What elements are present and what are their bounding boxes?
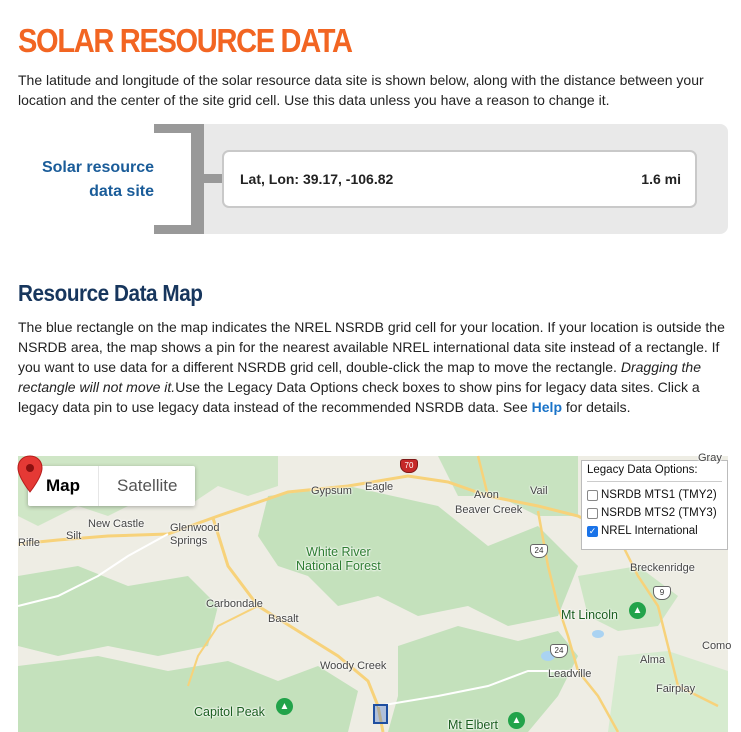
- us-24-shield: 24: [550, 644, 568, 658]
- map-label: Breckenridge: [630, 562, 695, 574]
- map-label-forest: White River National Forest: [296, 545, 381, 573]
- mountain-icon: ▲: [508, 712, 525, 729]
- legacy-option-label: NSRDB MTS2 (TMY3): [601, 507, 717, 519]
- map-label: Alma: [640, 654, 666, 666]
- map-type-control: [28, 466, 195, 506]
- legacy-option-label: NREL International: [601, 525, 698, 537]
- nsrdb-grid-cell-rectangle: [373, 704, 388, 724]
- map-label-peak: Capitol Peak: [194, 705, 265, 719]
- bracket-decoration: [204, 174, 224, 183]
- legacy-title: Legacy Data Options:: [587, 464, 722, 482]
- map-label-peak: Mt Elbert: [448, 718, 499, 732]
- location-pin-icon[interactable]: [18, 456, 42, 492]
- mountain-icon: ▲: [276, 698, 293, 715]
- map-label: Como: [702, 640, 732, 652]
- legacy-option-international[interactable]: [587, 522, 722, 540]
- legacy-data-options: [581, 460, 728, 550]
- desc-text: for details.: [562, 399, 631, 415]
- checkbox-mts1[interactable]: [587, 490, 598, 501]
- legacy-option-mts1[interactable]: [587, 486, 722, 504]
- map-label-peak: Mt Lincoln: [561, 608, 618, 622]
- desc-italic: Dragging the rectangle will not move it.: [18, 359, 702, 395]
- map-label: New Castle: [88, 518, 145, 530]
- checkbox-mts2[interactable]: [587, 508, 598, 519]
- map-type-satellite-button[interactable]: Satellite: [117, 476, 178, 495]
- section-title: Resource Data Map: [18, 280, 203, 306]
- co-9-shield: 9: [653, 586, 671, 600]
- page-title: SOLAR RESOURCE DATA: [18, 22, 352, 59]
- legacy-option-label: NSRDB MTS1 (TMY2): [601, 489, 717, 501]
- map-label: Basalt: [268, 613, 299, 625]
- map-label: Beaver Creek: [455, 504, 523, 516]
- intro-text: The latitude and longitude of the solar resource data site is shown below, along with the distance between your location and the center of the site grid cell. Use this data unless you have a reason to change it.: [18, 72, 704, 108]
- map-label: Woody Creek: [320, 660, 387, 672]
- bracket-decoration: [191, 124, 204, 234]
- map-label: Fairplay: [656, 683, 696, 695]
- desc-text: The blue rectangle on the map indicates the NREL NSRDB grid cell for your location. If your location is outside the NSRDB area, the map shows a pin for the nearest available NREL international data site instead of a rectangle. If you want to use data for a different NSRDB grid cell, double-click the map to move the rectangle.: [18, 319, 725, 375]
- site-distance: 1.6 mi: [641, 171, 681, 187]
- map-description: [18, 317, 730, 417]
- map-label: Vail: [530, 485, 548, 497]
- site-label: Solar resource data site: [41, 159, 154, 200]
- map-label: Avon: [474, 489, 499, 501]
- map-label: Eagle: [365, 481, 394, 493]
- map-type-map-button[interactable]: Map: [28, 466, 99, 506]
- site-latlon: Lat, Lon: 39.17, -106.82: [240, 171, 394, 187]
- map-label: Glenwood Springs: [170, 522, 220, 547]
- site-info-box: [222, 150, 697, 208]
- map-label: Leadville: [548, 668, 592, 680]
- map-label: Rifle: [18, 537, 41, 549]
- interstate-70-shield: 70: [400, 459, 418, 473]
- map-label: Carbondale: [206, 598, 263, 610]
- help-link[interactable]: Help: [531, 399, 562, 415]
- map-label: Silt: [66, 530, 82, 542]
- map-label: Gray: [698, 452, 722, 464]
- mountain-icon: ▲: [629, 602, 646, 619]
- checkbox-international[interactable]: ✓: [588, 525, 597, 536]
- resource-map[interactable]: [18, 452, 732, 732]
- desc-text: Use the Legacy Data Options check boxes to show pins for legacy data sites. Click a legacy data pin to use legacy data instead of the recommended NSRDB data. See: [18, 379, 700, 415]
- legacy-option-mts2[interactable]: [587, 504, 722, 522]
- us-24-shield: 24: [530, 544, 548, 558]
- map-label: Gypsum: [311, 485, 352, 497]
